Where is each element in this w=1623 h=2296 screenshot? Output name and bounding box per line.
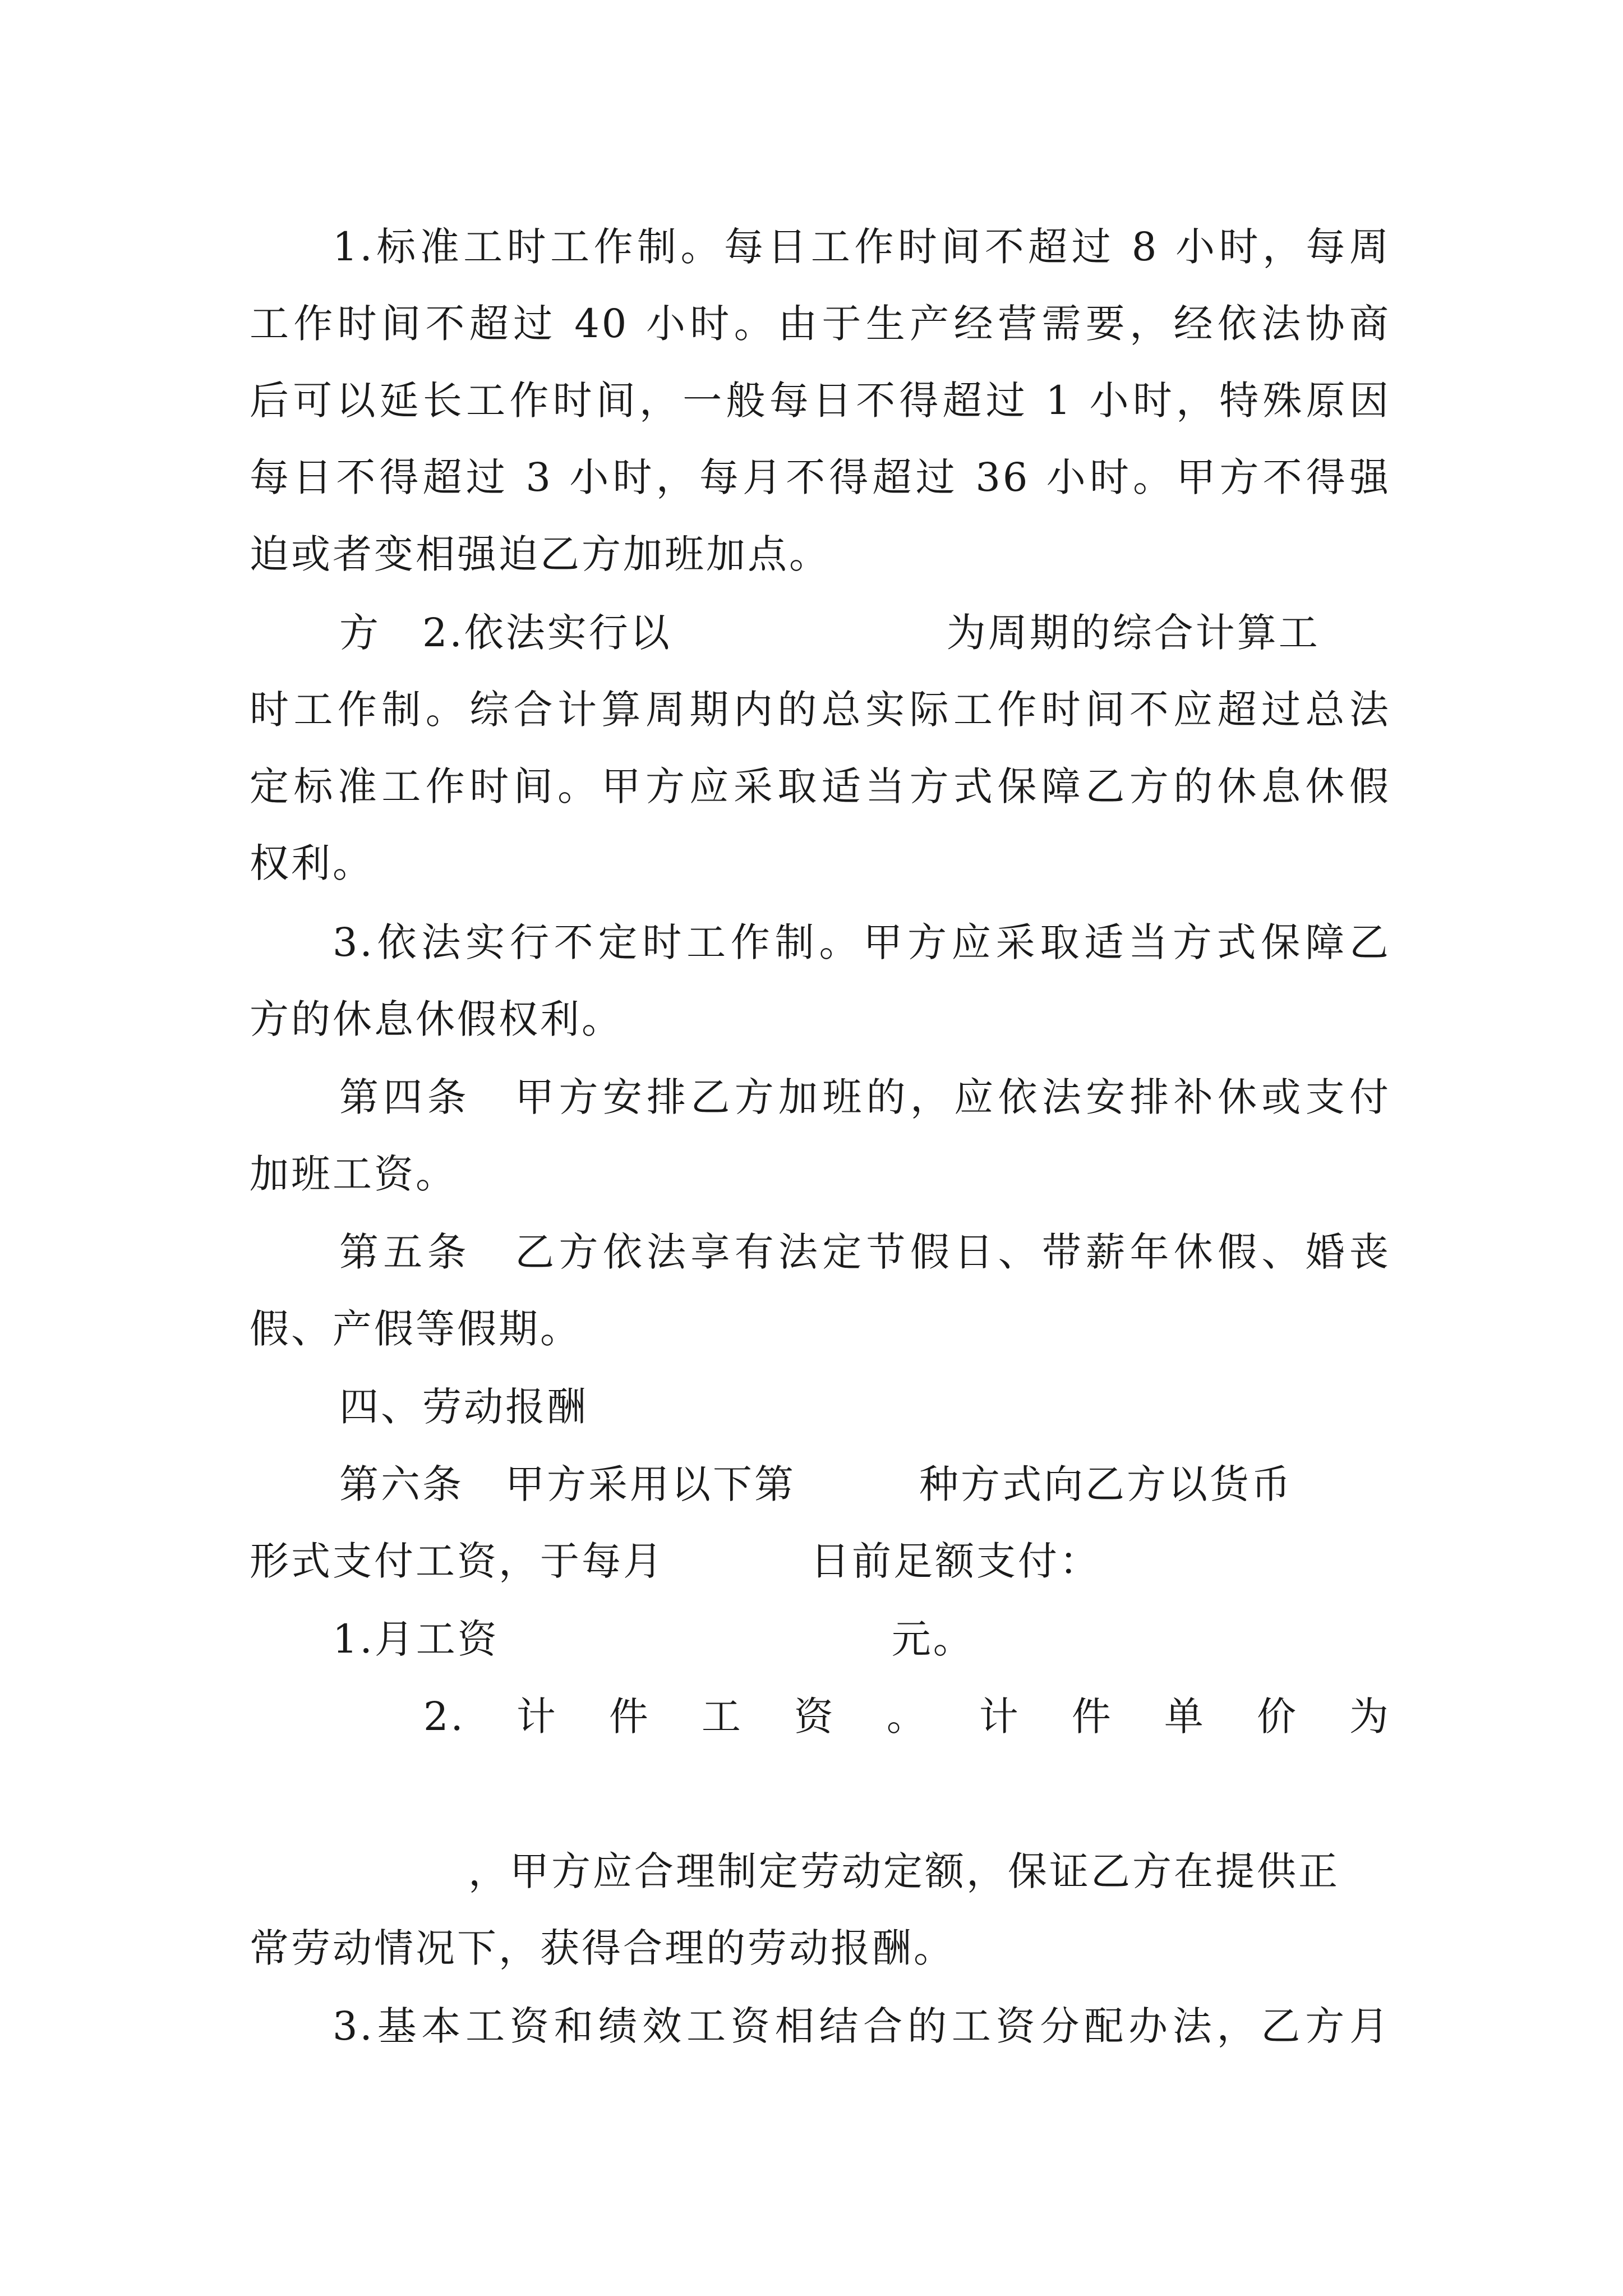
spread-char: 件 [1071, 1694, 1113, 1740]
paragraph-monthly-wage [250, 1601, 1391, 1678]
text-line: 方的休息休假权利。 [250, 996, 623, 1042]
text-line: 第五条 乙方依法享有法定节假日、带薪年休假、婚丧 [339, 1229, 1391, 1275]
text-line: 工作时间不超过 40 小时。由于生产经营需要，经依法协商 [250, 301, 1391, 347]
text-line: 3.基本工资和绩效工资相结合的工资分配办法，乙方月 [333, 2003, 1391, 2049]
text-fragment: 为周期的综合计算工 [946, 610, 1320, 656]
text-fragment: 第六条 甲方采用以下第 [339, 1461, 796, 1507]
heading-text: 四、劳动报酬 [339, 1384, 588, 1430]
paragraph-article-6 [250, 1446, 1391, 1600]
spread-char: 计 [516, 1694, 558, 1740]
text-line [250, 1446, 1391, 1523]
paragraph-performance-pay [250, 1988, 1391, 2065]
text-line: 后可以延长工作时间，一般每日不得超过 1 小时，特殊原因 [250, 378, 1391, 424]
spread-char: 工 [701, 1694, 743, 1740]
text-fragment: 日前足额支付： [810, 1538, 1101, 1584]
spread-char: 单 [1164, 1694, 1206, 1740]
text-fragment: 种方式向乙方以货币 [919, 1461, 1293, 1507]
text-line [250, 1601, 1391, 1678]
text-line: 每日不得超过 3 小时，每月不得超过 36 小时。甲方不得强 [250, 454, 1391, 500]
paragraph-article-5 [250, 1214, 1391, 1368]
text-fragment: 1.月工资 [333, 1616, 499, 1662]
spread-char: 件 [608, 1694, 651, 1740]
text-line: 第四条 甲方安排乙方加班的，应依法安排补休或支付 [339, 1074, 1391, 1120]
text-line: 权利。 [250, 840, 374, 886]
text-fragment: 方 2.依法实行以 [339, 610, 672, 656]
text-line: 常劳动情况下，获得合理的劳动报酬。 [250, 1925, 955, 1971]
spread-char: 资 [794, 1694, 836, 1740]
paragraph-comprehensive-hours [250, 595, 1391, 902]
paragraph-piece-rate-line [423, 1678, 1391, 1755]
text-line [250, 1523, 1391, 1600]
spread-char: 。 [886, 1694, 928, 1740]
text-line: 迫或者变相强迫乙方加班加点。 [250, 531, 831, 577]
text-fragment: 形式支付工资，于每月 [250, 1538, 665, 1584]
spread-char: 计 [979, 1694, 1021, 1740]
text-line: 定标准工作时间。甲方应采取适当方式保障乙方的休息休假 [250, 763, 1391, 809]
text-line: 假、产假等假期。 [250, 1306, 582, 1352]
spread-char: 为 [1349, 1694, 1391, 1740]
paragraph-standard-hours [250, 209, 1391, 593]
text-line: ，甲方应合理制定劳动定额，保证乙方在提供正 [468, 1848, 1340, 1894]
paragraph-flexible-hours [250, 904, 1391, 1058]
text-line: 加班工资。 [250, 1151, 457, 1197]
paragraph-article-4 [250, 1059, 1391, 1213]
text-line: 时工作制。综合计算周期内的总实际工作时间不应超过总法 [250, 687, 1391, 733]
paragraph-piece-rate-cont [250, 1833, 1391, 1987]
text-line: 1.标准工时工作制。每日工作时间不超过 8 小时，每周 [333, 224, 1391, 270]
text-line: 3.依法实行不定时工作制。甲方应采取适当方式保障乙 [333, 919, 1391, 965]
text-line [250, 595, 1391, 671]
text-fragment: 元。 [891, 1616, 975, 1662]
spread-char: 2. [423, 1694, 465, 1740]
spread-char: 价 [1256, 1694, 1298, 1740]
section-heading [250, 1369, 1391, 1446]
